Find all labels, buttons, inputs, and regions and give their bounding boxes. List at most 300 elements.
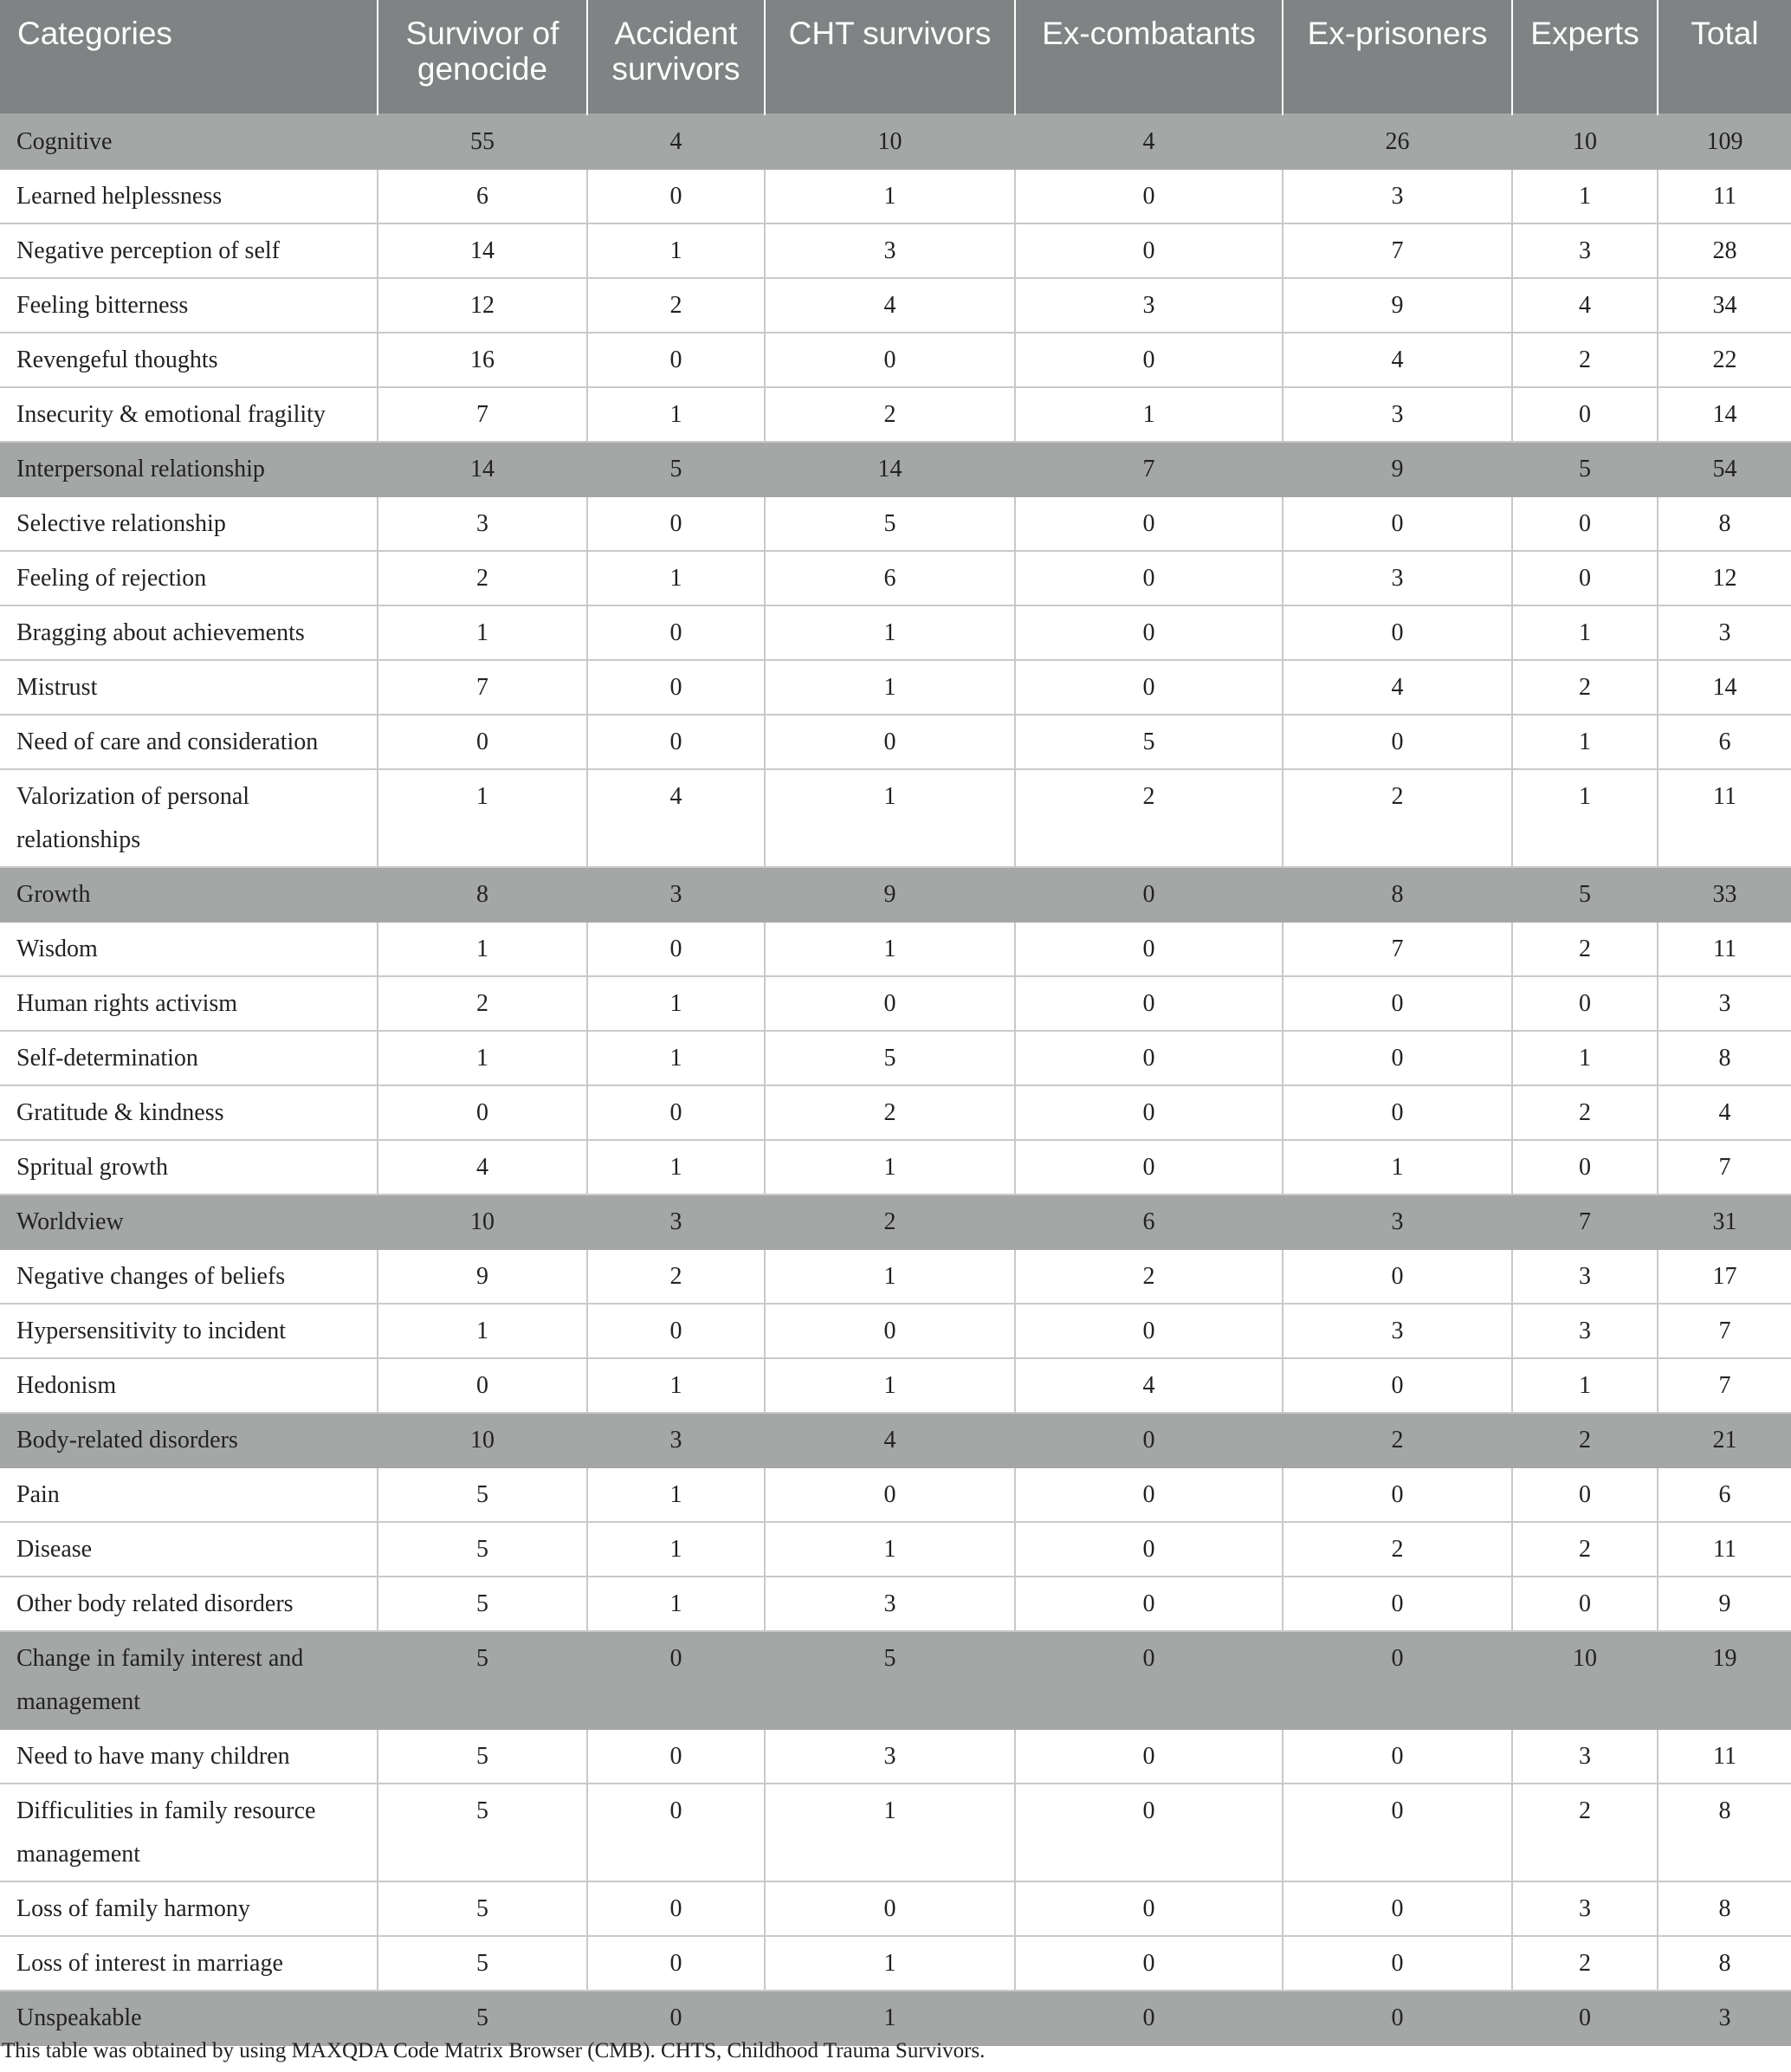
table-cell: 2 xyxy=(1512,1936,1658,1991)
table-cell: 0 xyxy=(1015,1140,1283,1195)
table-cell: 0 xyxy=(765,1304,1015,1358)
table-cell: 3 xyxy=(765,1729,1015,1784)
table-cell: 2 xyxy=(1512,1784,1658,1881)
row-label: Bragging about achievements xyxy=(0,605,378,660)
row-label: Human rights activism xyxy=(0,976,378,1031)
category-label: Body-related disorders xyxy=(0,1413,378,1467)
table-cell: 1 xyxy=(765,1784,1015,1881)
table-cell: 2 xyxy=(1283,1522,1512,1577)
table-cell: 10 xyxy=(765,114,1015,169)
table-cell: 0 xyxy=(1283,496,1512,551)
table-cell: 7 xyxy=(378,387,587,442)
table-cell: 0 xyxy=(1283,605,1512,660)
row-label: Other body related disorders xyxy=(0,1577,378,1631)
table-cell: 0 xyxy=(378,1085,587,1140)
table-cell: 3 xyxy=(1283,169,1512,223)
table-cell: 2 xyxy=(1283,1413,1512,1467)
table-row xyxy=(0,278,1791,333)
table-cell: 1 xyxy=(765,1140,1015,1195)
table-cell: 7 xyxy=(1658,1358,1791,1413)
table-cell: 0 xyxy=(1283,715,1512,769)
table-cell: 0 xyxy=(1512,1140,1658,1195)
table-cell: 0 xyxy=(587,333,765,387)
table-cell: 8 xyxy=(1658,1881,1791,1936)
table-cell: 54 xyxy=(1658,442,1791,496)
table-cell: 0 xyxy=(1015,605,1283,660)
table-cell: 0 xyxy=(1015,1936,1283,1991)
row-label: Disease xyxy=(0,1522,378,1577)
table-cell: 2 xyxy=(1512,1413,1658,1467)
table-cell: 0 xyxy=(1015,1467,1283,1522)
table-cell: 3 xyxy=(1283,551,1512,605)
table-cell: 19 xyxy=(1658,1631,1791,1729)
category-row xyxy=(0,1631,1791,1729)
category-row xyxy=(0,867,1791,922)
table-cell: 1 xyxy=(765,1249,1015,1304)
table-cell: 0 xyxy=(765,715,1015,769)
table-cell: 4 xyxy=(765,1413,1015,1467)
table-cell: 0 xyxy=(1512,1467,1658,1522)
table-cell: 0 xyxy=(1283,1881,1512,1936)
header-row xyxy=(0,0,1791,114)
table-cell: 3 xyxy=(1283,387,1512,442)
table-cell: 11 xyxy=(1658,1522,1791,1577)
table-row xyxy=(0,1784,1791,1881)
table-cell: 0 xyxy=(587,605,765,660)
table-cell: 0 xyxy=(1015,922,1283,976)
table-cell: 3 xyxy=(765,223,1015,278)
table-cell: 1 xyxy=(1512,1358,1658,1413)
category-label: Cognitive xyxy=(0,114,378,169)
table-cell: 1 xyxy=(1015,387,1283,442)
table-cell: 9 xyxy=(765,867,1015,922)
table-cell: 4 xyxy=(1015,1358,1283,1413)
table-cell: 1 xyxy=(587,976,765,1031)
table-cell: 0 xyxy=(1512,551,1658,605)
table-cell: 5 xyxy=(587,442,765,496)
table-cell: 3 xyxy=(765,1577,1015,1631)
table-cell: 6 xyxy=(1658,1467,1791,1522)
table-cell: 1 xyxy=(1512,1031,1658,1085)
table-cell: 2 xyxy=(1015,769,1283,867)
table-cell: 0 xyxy=(1015,1413,1283,1467)
table-cell: 0 xyxy=(765,333,1015,387)
table-row xyxy=(0,1249,1791,1304)
category-row xyxy=(0,442,1791,496)
table-cell: 9 xyxy=(1283,278,1512,333)
table-row xyxy=(0,1304,1791,1358)
table-cell: 9 xyxy=(378,1249,587,1304)
table-cell: 4 xyxy=(378,1140,587,1195)
table-cell: 1 xyxy=(765,769,1015,867)
row-label: Learned helplessness xyxy=(0,169,378,223)
table-row xyxy=(0,715,1791,769)
table-cell: 3 xyxy=(1512,1304,1658,1358)
category-label: Interpersonal relationship xyxy=(0,442,378,496)
header-accident-survivors: Accident survivors xyxy=(587,0,765,114)
table-cell: 0 xyxy=(1283,1631,1512,1729)
header-categories: Categories xyxy=(0,0,378,114)
table-cell: 3 xyxy=(1015,278,1283,333)
table-cell: 0 xyxy=(765,1467,1015,1522)
table-cell: 0 xyxy=(587,715,765,769)
table-cell: 0 xyxy=(587,1991,765,2045)
table-cell: 0 xyxy=(1283,1358,1512,1413)
table-cell: 1 xyxy=(765,169,1015,223)
table-row xyxy=(0,1881,1791,1936)
table-cell: 3 xyxy=(1658,605,1791,660)
table-cell: 14 xyxy=(378,223,587,278)
row-label: Self-determination xyxy=(0,1031,378,1085)
table-cell: 21 xyxy=(1658,1413,1791,1467)
table-cell: 3 xyxy=(587,1413,765,1467)
table-cell: 0 xyxy=(765,976,1015,1031)
table-cell: 7 xyxy=(1658,1304,1791,1358)
table-cell: 6 xyxy=(378,169,587,223)
table-cell: 0 xyxy=(587,1631,765,1729)
table-cell: 9 xyxy=(1658,1577,1791,1631)
table-cell: 5 xyxy=(378,1577,587,1631)
table-cell: 5 xyxy=(378,1467,587,1522)
table-cell: 7 xyxy=(1512,1195,1658,1249)
table-cell: 1 xyxy=(378,605,587,660)
table-cell: 12 xyxy=(1658,551,1791,605)
table-cell: 2 xyxy=(1512,1085,1658,1140)
table-cell: 0 xyxy=(1015,223,1283,278)
table-row xyxy=(0,1729,1791,1784)
header-ex-prisoners: Ex-prisoners xyxy=(1283,0,1512,114)
table-cell: 1 xyxy=(765,605,1015,660)
table-cell: 0 xyxy=(1015,660,1283,715)
table-row xyxy=(0,605,1791,660)
table-cell: 0 xyxy=(1512,1991,1658,2045)
table-cell: 1 xyxy=(587,551,765,605)
table-cell: 0 xyxy=(1283,1729,1512,1784)
table-cell: 0 xyxy=(587,1936,765,1991)
table-cell: 10 xyxy=(1512,1631,1658,1729)
table-cell: 1 xyxy=(587,1358,765,1413)
table-row xyxy=(0,1467,1791,1522)
table-cell: 14 xyxy=(765,442,1015,496)
table-row xyxy=(0,1031,1791,1085)
table-cell: 1 xyxy=(587,223,765,278)
table-cell: 0 xyxy=(587,660,765,715)
table-cell: 5 xyxy=(378,1991,587,2045)
table-cell: 4 xyxy=(1658,1085,1791,1140)
table-cell: 7 xyxy=(1283,922,1512,976)
table-cell: 0 xyxy=(1283,1936,1512,1991)
table-cell: 2 xyxy=(1512,333,1658,387)
category-label: Unspeakable xyxy=(0,1991,378,2045)
table-cell: 109 xyxy=(1658,114,1791,169)
table-cell: 0 xyxy=(1015,496,1283,551)
table-cell: 0 xyxy=(378,715,587,769)
table-row xyxy=(0,976,1791,1031)
table-cell: 0 xyxy=(1015,867,1283,922)
table-cell: 26 xyxy=(1283,114,1512,169)
table-cell: 0 xyxy=(1512,387,1658,442)
table-cell: 2 xyxy=(765,387,1015,442)
table-cell: 1 xyxy=(587,1140,765,1195)
table-cell: 7 xyxy=(1015,442,1283,496)
table-cell: 0 xyxy=(1015,1631,1283,1729)
table-cell: 1 xyxy=(765,922,1015,976)
table-cell: 0 xyxy=(587,1881,765,1936)
table-cell: 1 xyxy=(587,1577,765,1631)
table-body xyxy=(0,114,1791,2045)
table-cell: 7 xyxy=(1658,1140,1791,1195)
table-cell: 4 xyxy=(1283,660,1512,715)
table-row xyxy=(0,1358,1791,1413)
table-cell: 0 xyxy=(1283,976,1512,1031)
table-cell: 5 xyxy=(1512,442,1658,496)
row-label: Need of care and consideration xyxy=(0,715,378,769)
row-label: Selective relationship xyxy=(0,496,378,551)
table-row xyxy=(0,1522,1791,1577)
row-label: Wisdom xyxy=(0,922,378,976)
table-row xyxy=(0,1577,1791,1631)
table-cell: 1 xyxy=(765,1522,1015,1577)
table-cell: 4 xyxy=(1283,333,1512,387)
table-cell: 14 xyxy=(1658,660,1791,715)
table-row xyxy=(0,1140,1791,1195)
table-cell: 11 xyxy=(1658,922,1791,976)
table-row xyxy=(0,922,1791,976)
table-cell: 3 xyxy=(587,1195,765,1249)
table-cell: 5 xyxy=(1512,867,1658,922)
table-cell: 0 xyxy=(1015,1881,1283,1936)
table-cell: 5 xyxy=(378,1936,587,1991)
table-row xyxy=(0,1936,1791,1991)
row-label: Difficulities in family resource management xyxy=(0,1784,378,1881)
row-label: Gratitude & kindness xyxy=(0,1085,378,1140)
table-cell: 0 xyxy=(1283,1249,1512,1304)
table-cell: 3 xyxy=(1512,223,1658,278)
table-cell: 14 xyxy=(1658,387,1791,442)
table-cell: 11 xyxy=(1658,169,1791,223)
table-cell: 0 xyxy=(1015,1729,1283,1784)
table-row xyxy=(0,387,1791,442)
table-footnote: This table was obtained by using MAXQDA Code Matrix Browser (CMB). CHTS, Childhood Trauma Survivors. xyxy=(2,2039,986,2062)
table-cell: 0 xyxy=(1015,1991,1283,2045)
table-cell: 0 xyxy=(1015,976,1283,1031)
table-cell: 9 xyxy=(1283,442,1512,496)
row-label: Hypersensitivity to incident xyxy=(0,1304,378,1358)
row-label: Feeling of rejection xyxy=(0,551,378,605)
table-cell: 2 xyxy=(1512,1522,1658,1577)
row-label: Insecurity & emotional fragility xyxy=(0,387,378,442)
table-cell: 8 xyxy=(1658,1936,1791,1991)
table-row xyxy=(0,551,1791,605)
table-cell: 0 xyxy=(1015,1031,1283,1085)
table-cell: 1 xyxy=(765,660,1015,715)
table-cell: 3 xyxy=(1658,1991,1791,2045)
table-cell: 5 xyxy=(378,1881,587,1936)
table-cell: 5 xyxy=(765,496,1015,551)
table-cell: 2 xyxy=(1512,660,1658,715)
table-cell: 0 xyxy=(378,1358,587,1413)
table-cell: 10 xyxy=(1512,114,1658,169)
table-cell: 1 xyxy=(587,387,765,442)
table-cell: 5 xyxy=(378,1729,587,1784)
table-cell: 3 xyxy=(1658,976,1791,1031)
table-cell: 12 xyxy=(378,278,587,333)
table-cell: 0 xyxy=(1283,1784,1512,1881)
table-cell: 7 xyxy=(378,660,587,715)
table-cell: 0 xyxy=(1015,169,1283,223)
table-row xyxy=(0,496,1791,551)
table-cell: 3 xyxy=(1283,1195,1512,1249)
table-cell: 22 xyxy=(1658,333,1791,387)
table-cell: 8 xyxy=(1283,867,1512,922)
table-cell: 0 xyxy=(587,169,765,223)
table-cell: 4 xyxy=(587,769,765,867)
table-cell: 2 xyxy=(587,278,765,333)
table-cell: 1 xyxy=(1512,605,1658,660)
row-label: Feeling bitterness xyxy=(0,278,378,333)
table-cell: 1 xyxy=(587,1467,765,1522)
table-cell: 10 xyxy=(378,1195,587,1249)
table-cell: 5 xyxy=(378,1784,587,1881)
row-label: Need to have many children xyxy=(0,1729,378,1784)
row-label: Loss of family harmony xyxy=(0,1881,378,1936)
table-cell: 16 xyxy=(378,333,587,387)
table-row xyxy=(0,169,1791,223)
table-cell: 5 xyxy=(765,1031,1015,1085)
table-cell: 4 xyxy=(1015,114,1283,169)
table-cell: 4 xyxy=(587,114,765,169)
table-cell: 28 xyxy=(1658,223,1791,278)
table-cell: 0 xyxy=(1512,496,1658,551)
row-label: Pain xyxy=(0,1467,378,1522)
table-cell: 3 xyxy=(1512,1881,1658,1936)
header-survivor-of-genocide: Survivor of genocide xyxy=(378,0,587,114)
table-cell: 11 xyxy=(1658,769,1791,867)
category-label: Worldview xyxy=(0,1195,378,1249)
table-cell: 0 xyxy=(1015,1522,1283,1577)
row-label: Negative perception of self xyxy=(0,223,378,278)
table-cell: 1 xyxy=(378,1031,587,1085)
table-cell: 8 xyxy=(1658,496,1791,551)
table-cell: 0 xyxy=(1512,1577,1658,1631)
table-cell: 0 xyxy=(587,1729,765,1784)
row-label: Hedonism xyxy=(0,1358,378,1413)
row-label: Loss of interest in marriage xyxy=(0,1936,378,1991)
table-cell: 0 xyxy=(587,496,765,551)
table-cell: 0 xyxy=(1283,1031,1512,1085)
table-cell: 0 xyxy=(1015,1085,1283,1140)
table-cell: 0 xyxy=(587,1784,765,1881)
table-cell: 5 xyxy=(378,1522,587,1577)
header-cht-survivors: CHT survivors xyxy=(765,0,1015,114)
header-ex-combatants: Ex-combatants xyxy=(1015,0,1283,114)
table-row xyxy=(0,769,1791,867)
table-cell: 33 xyxy=(1658,867,1791,922)
table-cell: 10 xyxy=(378,1413,587,1467)
table-cell: 2 xyxy=(1512,922,1658,976)
table-cell: 1 xyxy=(1283,1140,1512,1195)
table-cell: 1 xyxy=(765,1991,1015,2045)
row-label: Spritual growth xyxy=(0,1140,378,1195)
table-cell: 5 xyxy=(378,1631,587,1729)
table-cell: 2 xyxy=(765,1195,1015,1249)
table-cell: 2 xyxy=(1015,1249,1283,1304)
table-cell: 8 xyxy=(1658,1784,1791,1881)
table-cell: 1 xyxy=(1512,769,1658,867)
row-label: Valorization of personal relationships xyxy=(0,769,378,867)
table-cell: 14 xyxy=(378,442,587,496)
table-cell: 7 xyxy=(1283,223,1512,278)
header-total: Total xyxy=(1658,0,1791,114)
table-row xyxy=(0,223,1791,278)
table-cell: 1 xyxy=(378,1304,587,1358)
table-cell: 1 xyxy=(1512,715,1658,769)
table-cell: 1 xyxy=(587,1522,765,1577)
table-cell: 0 xyxy=(1283,1991,1512,2045)
table-cell: 6 xyxy=(765,551,1015,605)
table-cell: 5 xyxy=(765,1631,1015,1729)
table-cell: 2 xyxy=(378,551,587,605)
table-cell: 2 xyxy=(378,976,587,1031)
table-cell: 2 xyxy=(765,1085,1015,1140)
table-cell: 8 xyxy=(378,867,587,922)
table-cell: 1 xyxy=(587,1031,765,1085)
table-cell: 3 xyxy=(1512,1729,1658,1784)
table-cell: 31 xyxy=(1658,1195,1791,1249)
table-cell: 0 xyxy=(1283,1577,1512,1631)
table-row xyxy=(0,660,1791,715)
table-cell: 4 xyxy=(765,278,1015,333)
category-row xyxy=(0,1195,1791,1249)
table-cell: 0 xyxy=(1015,1577,1283,1631)
table-cell: 34 xyxy=(1658,278,1791,333)
table-cell: 5 xyxy=(1015,715,1283,769)
row-label: Revengeful thoughts xyxy=(0,333,378,387)
header-experts: Experts xyxy=(1512,0,1658,114)
category-row xyxy=(0,114,1791,169)
table-cell: 6 xyxy=(1658,715,1791,769)
table-cell: 0 xyxy=(1015,551,1283,605)
table-cell: 0 xyxy=(1015,333,1283,387)
table-cell: 3 xyxy=(1283,1304,1512,1358)
table-cell: 1 xyxy=(1512,169,1658,223)
table-row xyxy=(0,1085,1791,1140)
category-row xyxy=(0,1413,1791,1467)
table-cell: 1 xyxy=(378,922,587,976)
table-cell: 0 xyxy=(587,1304,765,1358)
category-label: Change in family interest and management xyxy=(0,1631,378,1729)
table-cell: 11 xyxy=(1658,1729,1791,1784)
table-cell: 1 xyxy=(378,769,587,867)
table-cell: 17 xyxy=(1658,1249,1791,1304)
table-cell: 0 xyxy=(587,922,765,976)
table-cell: 2 xyxy=(1283,769,1512,867)
table-cell: 3 xyxy=(1512,1249,1658,1304)
table-cell: 6 xyxy=(1015,1195,1283,1249)
table-cell: 0 xyxy=(765,1881,1015,1936)
table-cell: 0 xyxy=(1015,1304,1283,1358)
table-cell: 0 xyxy=(1283,1085,1512,1140)
table-cell: 1 xyxy=(765,1358,1015,1413)
row-label: Negative changes of beliefs xyxy=(0,1249,378,1304)
table-cell: 1 xyxy=(765,1936,1015,1991)
table-cell: 4 xyxy=(1512,278,1658,333)
table-cell: 0 xyxy=(587,1085,765,1140)
category-label: Growth xyxy=(0,867,378,922)
table-cell: 2 xyxy=(587,1249,765,1304)
table-cell: 0 xyxy=(1512,976,1658,1031)
table-cell: 8 xyxy=(1658,1031,1791,1085)
